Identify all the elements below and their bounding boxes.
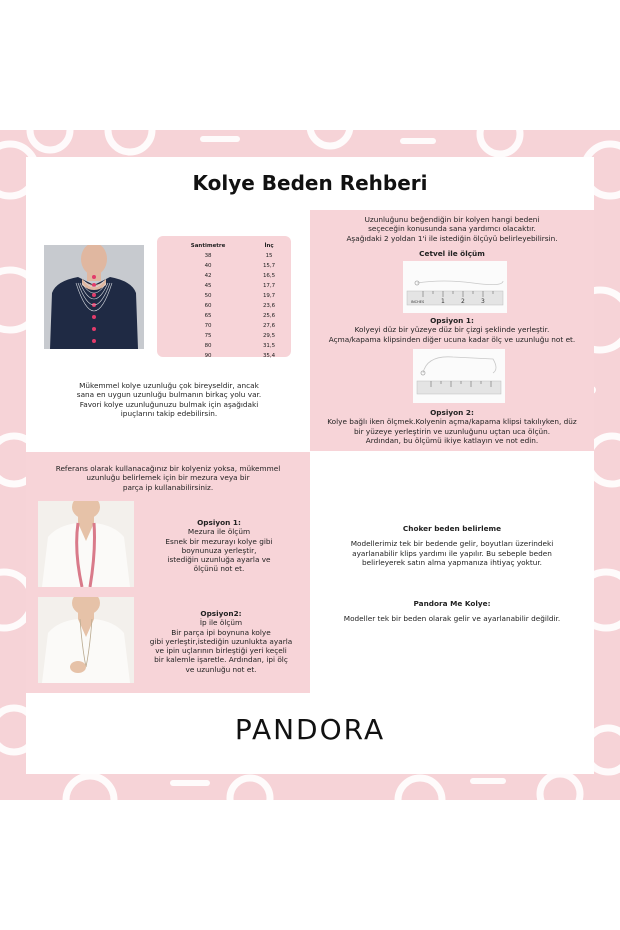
ruler-label-inches: INCHES (411, 300, 425, 304)
string-photo (38, 597, 134, 683)
table-header-cm: Santimetre (190, 243, 226, 249)
option2-block: Opsiyon 2: Kolye bağlı iken ölçmek.Kolyenin açma/kapama klipsi takılıyken, düz bir yüzeye yerleştirin ve uzunluğunu uçtan uca ölçün. Ardından, bu ölçümü ikiye katlayın ve not edin. (327, 408, 577, 445)
table-row: 40 15,7 (204, 263, 276, 269)
intro-left-text: Mükemmel kolye uzunluğu çok bireyseldir, ancak sana en uygun uzunluğu bulmanın birkaç yolu var. Favori kolye uzunluğunuzu bulmak için aşağıdaki ipuçlarını takip edebilirsin. (76, 381, 262, 418)
string-option-block: Opsiyon2: İp ile ölçüm Bir parça ipi boynuna kolye gibi yerleştir,istediğin uzunlukta ayarla ve ipin uçlarının birleştiği yeri keçeli bir kalemle işaretle. Ardından, ipi ölç ve uzunluğu not et. (149, 609, 293, 674)
choker-block: Choker beden belirleme Modellerimiz tek bir bedende gelir, boyutları üzerindeki ayarlanabilir klips yardımı ile yapılır. Bu sebeple beden belirleyerek satın alma yapmanıza ihtiyaç yoktur. (350, 524, 554, 567)
table-row: 70 27,6 (204, 323, 276, 329)
ruler-heading: Cetvel ile ölçüm (419, 249, 485, 258)
intro-right-text: Uzunluğunu beğendiğin bir kolyen hangi bedeni seçeceğin konusunda sana yardımcı olacaktır. Aşağıdaki 2 yoldan 1'i ile istediğin ölçüyü belirleyebilirsin. (346, 215, 558, 243)
tape-option-block: Opsiyon 1: Mezura ile ölçüm Esnek bir mezurayı kolye gibi boynunuza yerleştir, istediğin uzunluğa ayarla ve ölçünü not et. (165, 518, 273, 574)
table-row: 42 16,5 (204, 273, 276, 279)
pandora-logo: PANDORA (234, 713, 386, 746)
ruler-photo-2 (413, 349, 505, 403)
size-table (157, 236, 291, 357)
page-title: Kolye Beden Rehberi (192, 171, 428, 195)
ruler-label-3: 3 (481, 298, 485, 305)
table-header-inch: İnç (264, 243, 274, 249)
ruler-label-1: 1 (441, 298, 445, 305)
option1-block: Opsiyon 1: Kolyeyi düz bir yüzeye düz bir çizgi şeklinde yerleştir. Açma/kapama klipsinden diğer ucuna kadar ölç ve uzunluğu not et. (328, 316, 576, 344)
table-row: 60 23,6 (204, 303, 276, 309)
tape-measure-photo (38, 501, 134, 587)
table-row: 38 15 (204, 253, 273, 259)
ruler-label-2: 2 (461, 298, 465, 305)
model-photo (44, 245, 144, 349)
table-row: 50 19,7 (204, 293, 276, 299)
table-row: 90 35,4 (204, 353, 276, 359)
size-guide-card (26, 157, 594, 774)
pandora-me-block: Pandora Me Kolye: Modeller tek bir beden olarak gelir ve ayarlanabilir değildir. (343, 599, 561, 624)
table-row: 75 29,5 (204, 333, 276, 339)
table-row: 65 25,6 (204, 313, 276, 319)
table-row: 45 17,7 (204, 283, 276, 289)
reference-text: Referans olarak kullanacağınız bir kolyeniz yoksa, mükemmel uzunluğu belirlemek için bir mezura veya bir parça ip kullanabilirsiniz. (55, 464, 281, 492)
ruler-photo-1 (403, 261, 507, 313)
table-row: 80 31,5 (204, 343, 276, 349)
